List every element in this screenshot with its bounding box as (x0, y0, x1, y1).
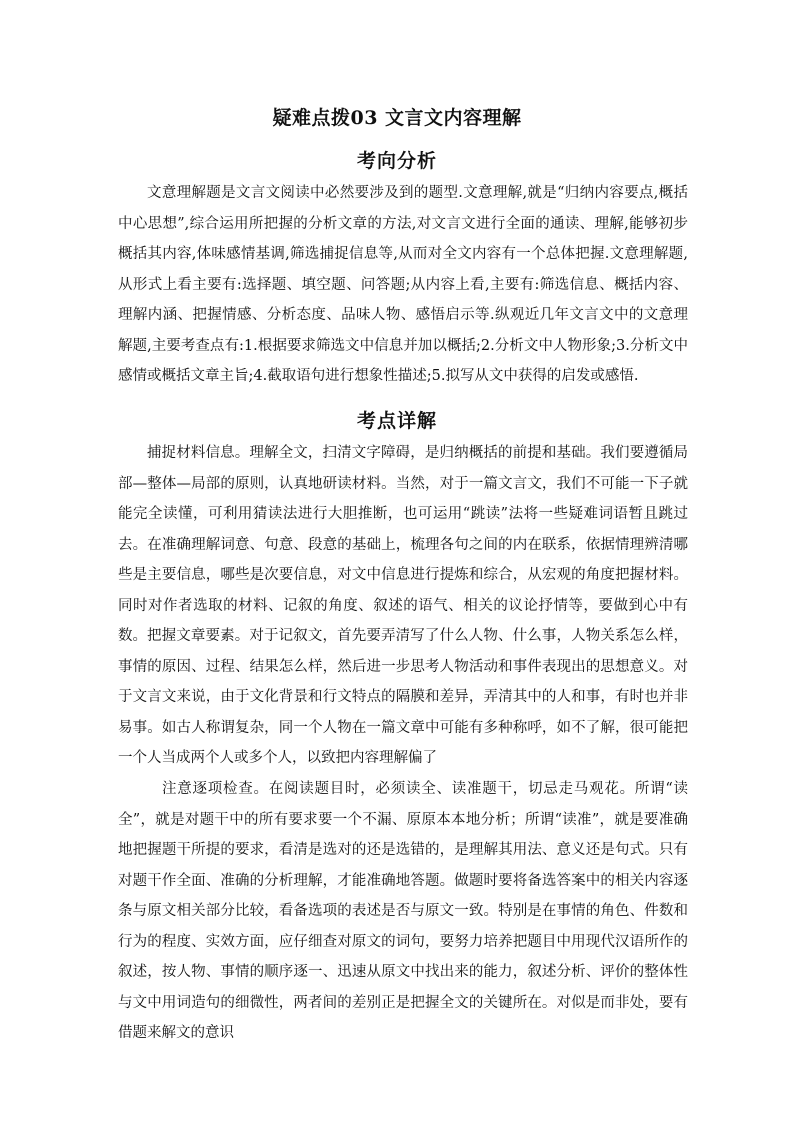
section-heading-details: 考点详解 (356, 410, 437, 432)
details-paragraph-grasp-elements: 把握文章要素。对于记叙文，首先要弄清写了什么人物、什么事，人物关系怎么样，事情的原因、过程、结果怎么样，然后进一步思考人物活动和事件表现出的思想意义。对于文言文来说，由于文化背景和行文特点的隔膜和差异，弄清其中的人和事，有时也并非易事。如古人称谓复杂，同一个人物在一篇文章中可能有多种称呼，如不了解，很可能把一个人当成两个人或多个人，以致把内容理解偏了 (118, 628, 688, 766)
analysis-paragraph: 文意理解题是文言文阅读中必然要涉及到的题型.文意理解,就是“归纳内容要点,概括中心思想”,综合运用所把握的分析文章的方法,对文言文进行全面的通读、理解,能够初步概括其内容,体味感情基调,筛选捕捉信息等,从而对全文内容有一个总体把握.文意理解题,从形式上看主要有:选择题、填空题、问答题;从内容上看,主要有:筛选信息、概括内容、理解内涵、把握情感、分析态度、品味人物、感悟启示等.纵观近几年文言文中的文意理解题,主要考查点有:1.根据要求筛选文中信息并加以概括;2.分析文中人物形象;3.分析文中感情或概括文章主旨;4.截取语句进行想象性描述;5.拟写从文中获得的启发或感悟. (118, 185, 688, 384)
details-paragraph-check-items: 注意逐项检查。在阅读题目时，必须读全、读准题干，切忌走马观花。所谓“读全”，就是对题干中的所有要求要一个不漏、原原本本地分析；所谓“读准”，就是要准确地把握题干所提的要求，看清是选对的还是选错的，是理解其用法、意义还是句式。只有对题干作全面、准确的分析理解，才能准确地答题。做题时要将备选答案中的相关内容逐条与原文相关部分比较，看备选项的表述是否与原文一致。特别是在事情的角色、件数和行为的程度、实效方面，应仔细查对原文的词句，要努力培养把题目中用现代汉语所作的叙述，按人物、事情的顺序逐一、迅速从原文中找出来的能力，叙述分析、评价的整体性与文中用词造句的细微性，两者间的差别正是把握全文的关键所在。对似是而非处，要有借题来解文的意识 (118, 781, 688, 1041)
document-title: 疑难点拨03 文言文内容理解 (272, 107, 522, 129)
details-paragraph-capture-info: 捕捉材料信息。理解全文，扫清文字障碍，是归纳概括的前提和基础。我们要遵循局部—整体—局部的原则，认真地研读材料。当然，对于一篇文言文，我们不可能一下子就能完全读懂，可利用猜读法进行大胆推断，也可运用“跳读”法将一些疑难词语暂且跳过去。在准确理解词意、句意、段意的基础上，梳理各句之间的内在联系，依据情理辨清哪些是主要信息，哪些是次要信息，对文中信息进行提炼和综合，从宏观的角度把握材料。同时对作者选取的材料、记叙的角度、叙述的语气、相关的议论抒情等，要做到心中有数。 (118, 445, 688, 644)
section-heading-analysis: 考向分析 (356, 150, 437, 172)
